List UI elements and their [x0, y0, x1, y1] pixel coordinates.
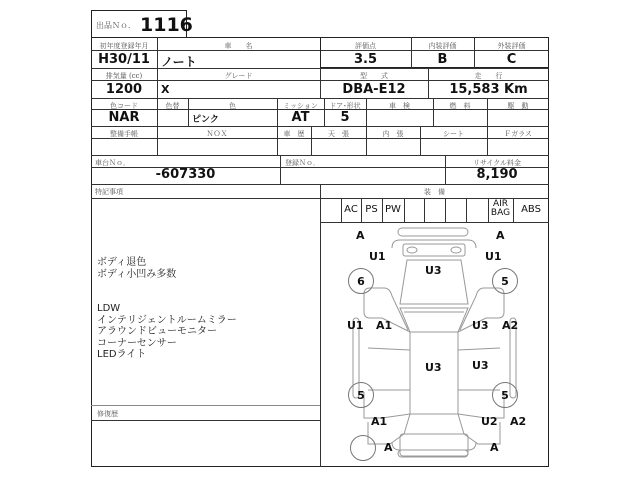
tire-front-left: 6	[348, 268, 374, 294]
exterior-grade-value: C	[506, 52, 517, 67]
service-book-label: 整備手帳	[110, 130, 138, 138]
mark-door-front-right: U3	[472, 319, 489, 332]
lot-number-box	[91, 10, 193, 38]
score-value: 3.5	[353, 52, 378, 67]
mark-rear-left: A	[384, 441, 393, 454]
tire-front-right: 5	[492, 268, 518, 294]
spare-tire	[350, 435, 376, 461]
equipment-pw: PW	[385, 204, 401, 215]
lot-number-label: 出品Ｎｏ．	[96, 21, 136, 30]
mark-quarter-rear-right: U2	[481, 415, 498, 428]
mark-door-front-left: A1	[376, 319, 393, 332]
mark-fender-fl: U1	[369, 250, 386, 263]
reg-year-value: H30/11	[98, 52, 150, 67]
mark-quarter-rear-left: A1	[371, 415, 388, 428]
mark-fender-fr: U1	[485, 250, 502, 263]
history-label: 車 歴	[283, 130, 305, 138]
interior-lining-label: 内 張	[382, 130, 404, 138]
note-line: LEDライト	[97, 349, 147, 360]
equipment-label: 装 備	[424, 188, 445, 196]
mark-front-left: A	[356, 229, 365, 242]
registration-no-label: 登録Ｎｏ．	[285, 159, 320, 167]
note-line: ボディ小凹み多数	[97, 268, 177, 280]
lot-number-value: 1116	[140, 14, 193, 36]
equipment-ps: PS	[365, 204, 378, 215]
color-label: 色	[229, 102, 236, 110]
grade-value: X	[161, 83, 170, 96]
chassis-no-value: -607330	[155, 167, 216, 182]
mark-side-right: A2	[502, 319, 519, 332]
mark-side-left: U1	[347, 319, 364, 332]
equipment-row	[320, 198, 549, 222]
displacement-value: 1200	[105, 82, 143, 97]
door-shape-value: 5	[340, 110, 350, 125]
mark-front-right: A	[496, 229, 505, 242]
roof-lining-label: 天 張	[328, 130, 349, 138]
interior-grade-value: B	[437, 52, 448, 67]
tire-rear-left: 5	[348, 382, 374, 408]
note-line: コーナーセンサー	[97, 337, 177, 349]
equipment-airbag: AIR BAG	[490, 199, 511, 218]
drive-label: 駆 動	[507, 102, 529, 110]
door-shape-label: ドア･形状	[329, 102, 361, 110]
color-code-value: NAR	[108, 110, 140, 125]
reg-year-label: 初年度登録年月	[99, 42, 149, 50]
mark-rear-right-outer: A2	[510, 415, 527, 428]
mission-value: AT	[291, 110, 310, 125]
note-line: インテリジェントルームミラー	[97, 314, 237, 326]
score-label: 評価点	[355, 42, 376, 50]
mark-rear-right: A	[490, 441, 499, 454]
mark-hood: U3	[425, 264, 442, 277]
note-line: アラウンドビューモニター	[97, 326, 217, 337]
equipment-abs: ABS	[521, 204, 541, 215]
repair-history-label: 修復歴	[97, 410, 118, 418]
displacement-label: 排気量 (cc)	[105, 72, 143, 80]
exterior-grade-label: 外装評価	[497, 42, 526, 50]
model-code-value: DBA-E12	[342, 82, 406, 97]
inspection-label: 車 検	[389, 102, 410, 110]
mark-door-rear-right: U3	[472, 359, 489, 372]
mileage-value: 15,583 Km	[449, 82, 528, 97]
fuel-label: 燃 料	[449, 102, 471, 110]
note-line: ボディ退色	[97, 257, 147, 268]
model-code-label: 型 式	[360, 72, 388, 80]
car-name-label: 車 名	[224, 42, 253, 50]
mileage-label: 走 行	[474, 72, 503, 80]
nox-label: ＮＯＸ	[206, 130, 228, 138]
recycle-fee-value: 8,190	[476, 167, 518, 182]
chassis-no-label: 車台Ｎｏ．	[95, 159, 130, 167]
note-line: LDW	[97, 303, 121, 314]
grade-label: グレード	[224, 72, 253, 80]
interior-grade-label: 内装評価	[428, 42, 457, 50]
seat-label: シート	[443, 130, 464, 138]
color-code-label: 色コード	[110, 102, 138, 110]
tire-rear-right: 5	[492, 382, 518, 408]
mission-label: ミッション	[283, 102, 318, 110]
note-line	[97, 292, 237, 304]
front-glass-label: Ｆガラス	[504, 130, 532, 138]
notes-list	[97, 257, 237, 361]
mark-roof: U3	[425, 361, 442, 374]
notes-label: 特記事項	[95, 188, 123, 196]
car-damage-diagram-icon	[320, 222, 549, 467]
repaint-label: 色替	[165, 102, 180, 110]
recycle-fee-label: リサイクル料金	[472, 159, 522, 167]
car-name-value: ノート	[161, 55, 197, 69]
note-line	[97, 280, 237, 292]
equipment-ac: AC	[344, 204, 358, 215]
color-value: ピンク	[192, 115, 219, 125]
